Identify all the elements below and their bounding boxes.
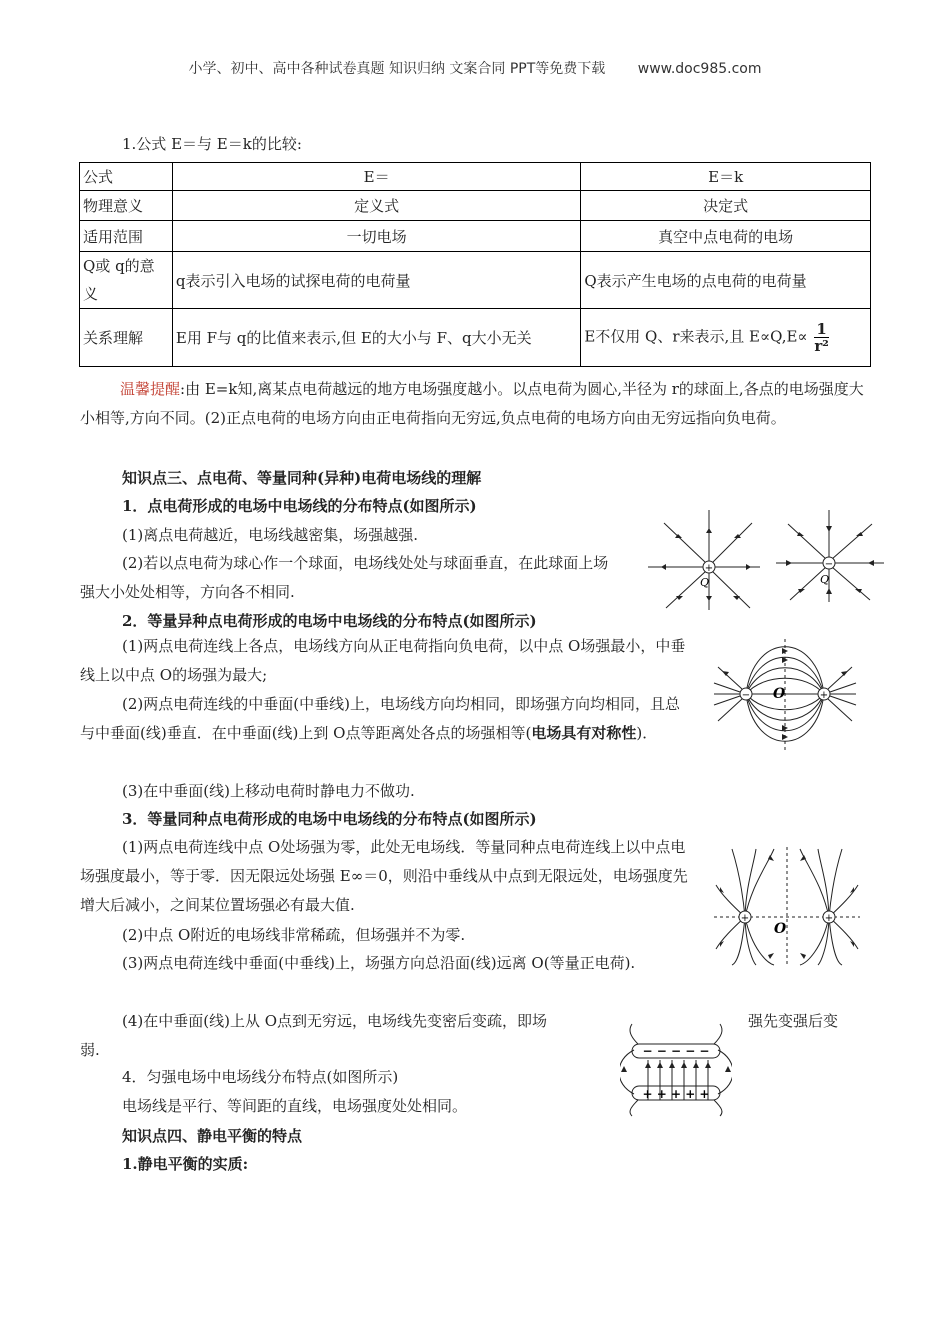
fraction-denominator: r² xyxy=(814,337,829,355)
tip-paragraph xyxy=(80,375,870,433)
s1-p2: (2)若以点电荷为球心作一个球面，电场线处处与球面垂直，在此球面上场强大小处处相等，方向各不相同. xyxy=(80,554,609,601)
table-row xyxy=(80,309,871,367)
charge-sign: − xyxy=(824,559,834,570)
table-cell: 决定式 xyxy=(581,191,871,221)
section3-title: 知识点三、点电荷、等量同种(异种)电荷电场线的理解 xyxy=(122,469,482,487)
plate-positive: + + + + + xyxy=(642,1087,710,1101)
s3-p2: (2)中点 O附近的电场线非常稀疏，但场强并不为零. xyxy=(122,926,466,944)
header-url[interactable]: www.doc985.com xyxy=(637,61,762,77)
section4-s1: 1.静电平衡的实质: xyxy=(122,1155,249,1173)
table-cell: 适用范围 xyxy=(80,221,173,252)
charge-label: Q xyxy=(700,576,710,589)
table-cell: Q或 q的意义 xyxy=(80,252,173,309)
tip-label: 温馨提醒 xyxy=(120,380,181,398)
dipole-figure xyxy=(710,637,860,755)
comparison-table xyxy=(79,162,871,367)
header-text: 小学、初中、高中各种试卷真题 知识归纳 文案合同 PPT等免费下载 xyxy=(188,61,606,77)
tip-text: :由 E=k知,离某点电荷越远的地方电场强度越小。以点电荷为圆心,半径为 r的球面上,各点的电场强度大小相等,方向不同。(2)正点电荷的电场方向由正电荷指向无穷远,负点电荷的电场方向由无穷远指向负电荷。 xyxy=(80,380,864,427)
s2-p2-bold: 电场具有对称性 xyxy=(531,724,637,742)
cell-text: E不仅用 Q、r来表示,且 E∝Q,E∝ xyxy=(584,327,808,346)
table-cell: E＝k xyxy=(581,163,871,191)
table-cell: 关系理解 xyxy=(80,309,173,367)
s2-title: 2．等量异种点电荷形成的电场中电场线的分布特点(如图所示) xyxy=(122,612,537,630)
table-cell: E＝ xyxy=(172,163,580,191)
s2-p1: (1)两点电荷连线上各点，电场线方向从正电荷指向负电荷，以中点 O场强最小，中垂线上以中点 O的场强为最大; xyxy=(80,637,686,684)
s2-p2-c: )． xyxy=(636,724,658,742)
negative-charge-figure xyxy=(774,508,886,604)
table-cell: Q表示产生电场的点电荷的电荷量 xyxy=(581,252,871,309)
intro-line: 1.公式 E＝与 E＝k的比较: xyxy=(122,135,302,153)
charge-sign: + xyxy=(740,913,750,924)
s2-p3: (3)在中垂面(线)上移动电荷时静电力不做功. xyxy=(122,782,415,800)
s3-p4c: 弱. xyxy=(80,1041,100,1059)
s2-p2-a: (2)两点电荷连线的中垂面(中垂线)上，电场线方向均相同，即场强方向均相同，且总与中垂面(线)垂直．在中垂面(线)上到 O点等距离处各点的场强相等( xyxy=(80,695,680,742)
uniform-field-figure xyxy=(620,1022,732,1118)
charge-label: Q xyxy=(820,573,830,586)
table-cell: 真空中点电荷的电场 xyxy=(581,221,871,252)
table-cell: q表示引入电场的试探电荷的电荷量 xyxy=(172,252,580,309)
center-label: O xyxy=(774,921,787,937)
s3-title: 3．等量同种点电荷形成的电场中电场线的分布特点(如图所示) xyxy=(122,810,537,828)
section4-title: 知识点四、静电平衡的特点 xyxy=(122,1127,303,1145)
like-charges-figure xyxy=(712,845,862,967)
charge-sign: + xyxy=(819,690,829,701)
table-cell: E用 F与 q的比值来表示,但 E的大小与 F、q大小无关 xyxy=(172,309,580,367)
table-cell: 物理意义 xyxy=(80,191,173,221)
table-row xyxy=(80,221,871,252)
s3-p4a: (4)在中垂面(线)上从 O点到无穷远，电场线先变密后变疏，即场 xyxy=(122,1012,548,1030)
s3-p3: (3)两点电荷连线中垂面(中垂线)上，场强方向总沿面(线)远离 O(等量正电荷). xyxy=(122,954,636,972)
table-cell xyxy=(581,309,871,367)
center-label: O xyxy=(773,686,786,702)
s1-p1: (1)离点电荷越近，电场线越密集，场强越强. xyxy=(122,526,419,544)
s1-title: 1．点电荷形成的电场中电场线的分布特点(如图所示) xyxy=(122,497,477,515)
s4-p1: 电场线是平行、等间距的直线，电场强度处处相同。 xyxy=(122,1097,468,1115)
table-row xyxy=(80,163,871,191)
plate-negative: − − − − − xyxy=(642,1044,710,1058)
charge-sign: + xyxy=(704,563,714,574)
fraction xyxy=(814,321,828,354)
positive-charge-figure xyxy=(644,508,762,612)
table-row xyxy=(80,252,871,309)
table-cell: 公式 xyxy=(80,163,173,191)
table-cell: 定义式 xyxy=(172,191,580,221)
s3-p4b: 强先变强后变 xyxy=(748,1012,839,1030)
charge-sign: − xyxy=(741,690,751,701)
table-cell: 一切电场 xyxy=(172,221,580,252)
s2-p2 xyxy=(80,690,688,748)
page-header xyxy=(0,58,950,78)
table-row xyxy=(80,191,871,221)
charge-sign: + xyxy=(824,913,834,924)
s3-p1: (1)两点电荷连线中点 O处场强为零，此处无电场线．等量同种点电荷连线上以中点电场强度最小，等于零．因无限远处场强 E∞＝0，则沿中垂线从中点到无限远处，电场强度先增大后减小，之间某位置场强必有最大值. xyxy=(80,838,688,914)
s4-title: 4．匀强电场中电场线分布特点(如图所示) xyxy=(122,1068,399,1086)
fraction-numerator: 1 xyxy=(814,321,828,338)
